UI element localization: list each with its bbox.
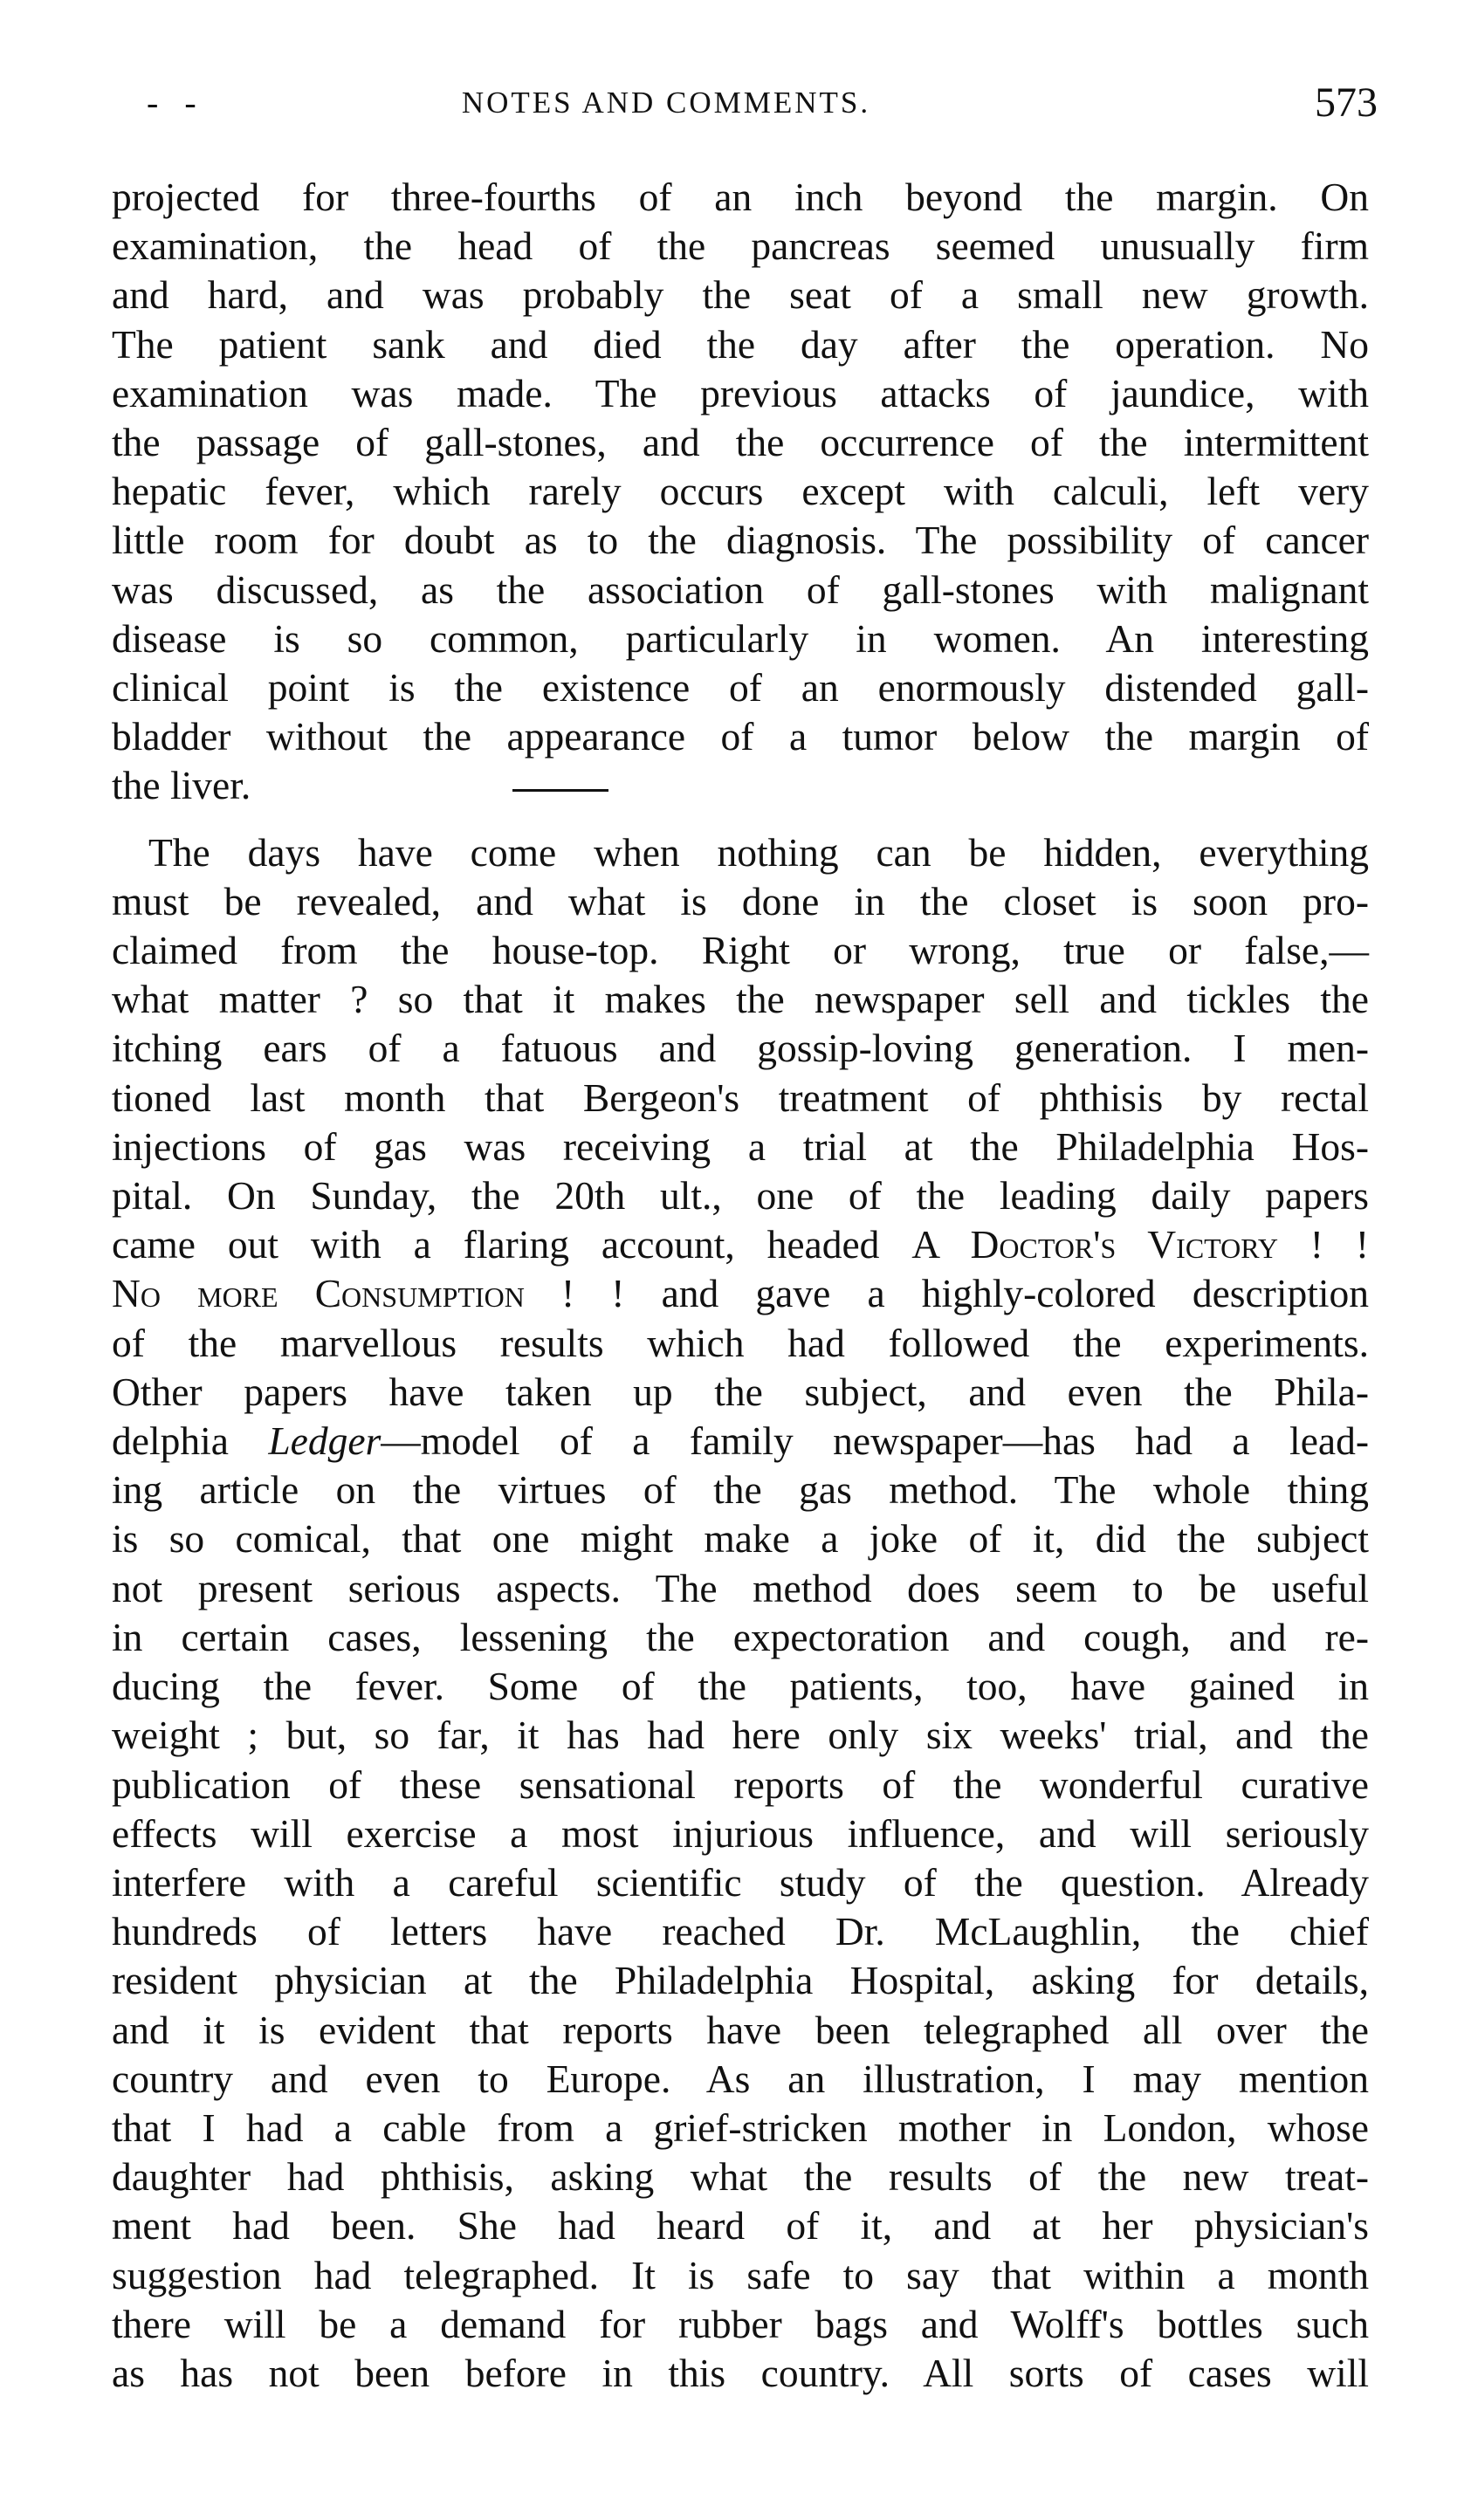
text-line: is so comical, that one might make a joke of it, did the subject (112, 1516, 1369, 1562)
section-divider (512, 789, 608, 792)
text-line: as has not been before in this country. All sorts of cases will (112, 2350, 1369, 2395)
text-line: in certain cases, lessening the expectoration and cough, and re- (112, 1614, 1369, 1659)
text-line (112, 1417, 1369, 1466)
text-line: Other papers have taken up the subject, and even the Phila- (112, 1369, 1369, 1414)
text-segment: ! ! (1277, 1222, 1369, 1267)
text-line (112, 1269, 1369, 1318)
paragraph-1 (112, 173, 1369, 811)
text-segment: delphia (112, 1418, 269, 1464)
text-line: little room for doubt as to the diagnosis. The possibility of cancer (112, 518, 1369, 563)
newspaper-title-ledger: Ledger (268, 1418, 381, 1464)
header-marks: - - (147, 83, 205, 122)
page-header (112, 80, 1378, 133)
text-line: claimed from the house-top. Right or wrong, true or false,— (112, 928, 1369, 973)
text-line: that I had a cable from a grief-stricken mother in London, whose (112, 2105, 1369, 2150)
text-line: disease is so common, particularly in women. An interesting (112, 615, 1369, 661)
text-line: examination, the head of the pancreas seemed unusually firm (112, 223, 1369, 269)
text-line: injections of gas was receiving a trial at the Philadelphia Hos- (112, 1123, 1369, 1169)
text-line: clinical point is the existence of an enormously distended gall- (112, 665, 1369, 711)
page-number: 573 (1315, 79, 1378, 126)
headline-doctors-victory: A Doctor's Victory (911, 1222, 1278, 1267)
text-line: there will be a demand for rubber bags and Wolff's bottles such (112, 2301, 1369, 2346)
text-line (112, 1220, 1369, 1269)
text-line: must be revealed, and what is done in the closet is soon pro- (112, 878, 1369, 924)
text-line: weight ; but, so far, it has had here only six weeks' trial, and the (112, 1713, 1369, 1758)
headline-no-more-consumption: No more Consumption (112, 1271, 525, 1316)
text-line: daughter had phthisis, asking what the results of the new treat- (112, 2154, 1369, 2200)
text-line: interfere with a careful scientific study of the question. Already (112, 1859, 1369, 1905)
text-line: not present serious aspects. The method does seem to be useful (112, 1565, 1369, 1610)
text-segment: —model of a family newspaper—has had a lead- (381, 1418, 1369, 1464)
text-line-end: the liver. (112, 763, 251, 808)
text-line: and hard, and was probably the seat of a small new growth. (112, 272, 1369, 318)
text-line: ment had been. She had heard of it, and at her physician's (112, 2203, 1369, 2249)
text-line: examination was made. The previous attacks of jaundice, with (112, 370, 1369, 415)
text-line: of the marvellous results which had followed the experiments. (112, 1320, 1369, 1365)
text-segment: came out with a flaring account, headed (112, 1222, 912, 1267)
paragraph-2 (112, 828, 1369, 2399)
text-line: tioned last month that Bergeon's treatment of phthisis by rectal (112, 1075, 1369, 1120)
text-line: projected for three-fourths of an inch beyond the margin. On (112, 175, 1369, 219)
paragraph-gap (112, 811, 1369, 828)
text-line: pital. On Sunday, the 20th ult., one of the leading daily papers (112, 1173, 1369, 1219)
text-line: hepatic fever, which rarely occurs except with calculi, left very (112, 469, 1369, 514)
text-line: and it is evident that reports have been telegraphed all over the (112, 2007, 1369, 2052)
body-text (112, 173, 1369, 2398)
text-line: itching ears of a fatuous and gossip-loving generation. I men- (112, 1026, 1369, 1071)
text-line: was discussed, as the association of gall-stones with malignant (112, 566, 1369, 612)
text-line: The patient sank and died the day after the operation. No (112, 321, 1369, 367)
text-line: suggestion had telegraphed. It is safe to say that within a month (112, 2252, 1369, 2297)
text-line: The days have come when nothing can be hidden, everything (148, 829, 1369, 875)
text-line: effects will exercise a most injurious influence, and will seriously (112, 1810, 1369, 1856)
text-line: ing article on the virtues of the gas method. The whole thing (112, 1467, 1369, 1513)
text-line: publication of these sensational reports of the wonderful curative (112, 1761, 1369, 1807)
text-line: ducing the fever. Some of the patients, too, have gained in (112, 1664, 1369, 1709)
text-segment: ! ! and gave a highly-colored description (524, 1271, 1369, 1316)
text-line: what matter ? so that it makes the newspaper sell and tickles the (112, 977, 1369, 1022)
text-line: bladder without the appearance of a tumor below the margin of (112, 714, 1369, 759)
text-line: hundreds of letters have reached Dr. McLaughlin, the chief (112, 1909, 1369, 1954)
text-line (112, 761, 1369, 810)
text-line: the passage of gall-stones, and the occurrence of the intermittent (112, 420, 1369, 465)
text-line: resident physician at the Philadelphia Hospital, asking for details, (112, 1958, 1369, 2003)
text-line: country and even to Europe. As an illustration, I may mention (112, 2056, 1369, 2101)
running-title: NOTES AND COMMENTS. (461, 86, 871, 120)
